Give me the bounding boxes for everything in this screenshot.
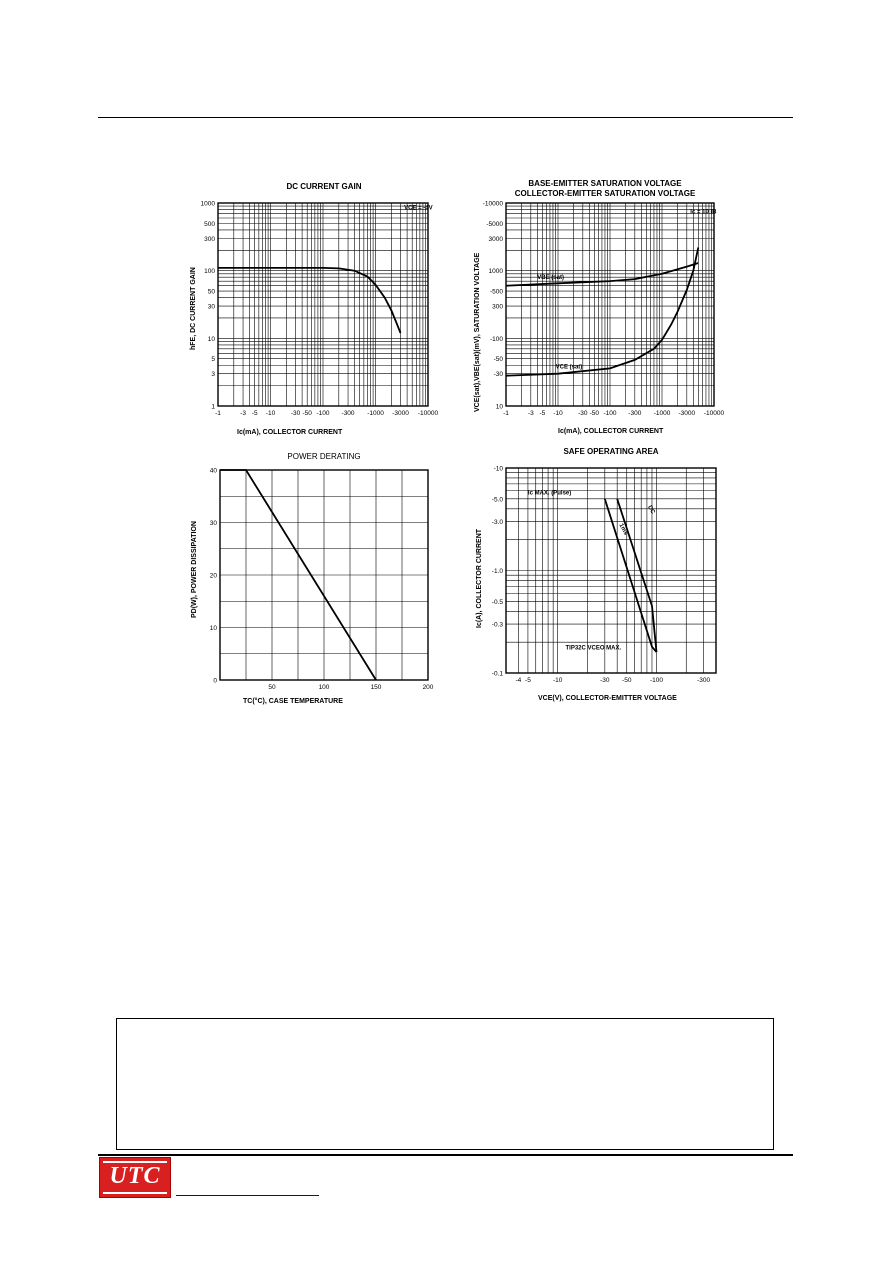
y-tick-label: 40	[209, 467, 217, 475]
y-tick-label: 0	[213, 677, 217, 685]
chart-annotation: DC	[646, 504, 656, 516]
dc-gain-chart	[170, 195, 445, 420]
header-rule	[98, 117, 793, 118]
y-tick-label: 500	[204, 220, 215, 228]
x-tick-label: -10	[552, 677, 563, 684]
x-tick-label: 100	[318, 684, 330, 691]
y-tick-label: -100	[489, 335, 503, 343]
y-tick-label: 30	[209, 520, 217, 527]
x-tick-label: -1	[215, 410, 221, 417]
x-tick-label: -5	[539, 410, 546, 417]
y-tick-label: -500	[489, 288, 503, 296]
x-tick-label: -1000	[653, 410, 671, 417]
x-tick-label: -50	[589, 410, 600, 417]
x-tick-label: -10000	[417, 410, 439, 417]
y-tick-label: -0.5	[491, 598, 503, 606]
x-tick-label: -300	[628, 410, 642, 417]
website-link-underline[interactable]	[176, 1195, 319, 1196]
x-tick-label: 200	[422, 684, 434, 691]
y-tick-label: 1	[211, 403, 215, 411]
x-tick-label: -30	[290, 410, 301, 417]
y-tick-label: -0.1	[491, 670, 503, 678]
y-tick-label: 10	[207, 335, 215, 343]
utc-logo-text: UTC	[109, 1163, 161, 1189]
x-tick-label: -100	[649, 677, 664, 684]
y-tick-label: 30	[207, 303, 215, 311]
y-tick-label: 1000	[488, 268, 503, 276]
y-tick-label: 10	[495, 403, 503, 411]
y-tick-label: -50	[493, 356, 503, 364]
y-tick-label: 300	[492, 303, 503, 311]
saturation-ylabel: VCE(sat),VBE(sat)(mV), SATURATION VOLTAGE	[474, 252, 481, 412]
notice-box	[116, 1018, 774, 1150]
x-tick-label: 50	[268, 684, 276, 691]
x-tick-label: -10000	[703, 410, 725, 417]
power-derating-ylabel: PD(W), POWER DISSIPATION	[191, 521, 198, 618]
chart-annotation: VBE (sat)	[537, 275, 564, 282]
y-tick-label: 5	[211, 356, 215, 364]
x-tick-label: -3000	[678, 410, 696, 417]
x-tick-label: -3	[240, 410, 246, 417]
saturation-title: BASE-EMITTER SATURATION VOLTAGE	[528, 179, 682, 188]
y-tick-label: -3.0	[491, 519, 503, 527]
chart-annotation: Ic = 10 IB	[690, 209, 717, 216]
x-tick-label: -5	[525, 677, 531, 684]
power-derating-title: POWER DERATING	[287, 452, 361, 461]
y-tick-label: -10000	[482, 200, 503, 208]
x-tick-label: -30	[600, 677, 610, 684]
soa-xlabel: VCE(V), COLLECTOR-EMITTER VOLTAGE	[538, 695, 677, 702]
utc-logo	[99, 1157, 171, 1198]
y-tick-label: 50	[207, 288, 215, 296]
x-tick-label: -50	[622, 677, 632, 684]
dc-gain-ylabel: hFE, DC CURRENT GAIN	[190, 267, 197, 350]
y-tick-label: -10	[493, 465, 503, 473]
soa-title: SAFE OPERATING AREA	[563, 447, 659, 456]
x-tick-label: -1000	[367, 410, 384, 417]
y-tick-label: 1000	[200, 200, 215, 208]
chart-annotation: TIP32C VCEO MAX.	[565, 645, 622, 652]
x-tick-label: -3	[527, 410, 534, 417]
x-tick-label: -1	[503, 410, 509, 417]
dc-gain-title: DC CURRENT GAIN	[286, 182, 362, 191]
x-tick-label: -30	[578, 410, 588, 417]
y-tick-label: -5.0	[491, 496, 503, 504]
power-derating-chart	[170, 460, 445, 695]
y-tick-label: -30	[493, 371, 503, 379]
saturation-chart	[452, 195, 732, 430]
x-tick-label: -300	[341, 410, 355, 417]
x-tick-label: -4	[515, 677, 522, 684]
x-tick-label: -10	[553, 410, 563, 417]
soa-ylabel: Ic(A), COLLECTOR CURRENT	[476, 528, 483, 628]
y-tick-label: -0.3	[491, 621, 503, 629]
x-tick-label: -100	[316, 410, 330, 417]
y-tick-label: 10	[209, 625, 217, 632]
power-derating-xlabel: TC(°C), CASE TEMPERATURE	[243, 698, 343, 705]
chart-annotation: VCE = -4V	[404, 205, 433, 212]
saturation-xlabel: Ic(mA), COLLECTOR CURRENT	[558, 428, 664, 435]
x-tick-label: -3000	[392, 410, 409, 417]
dc-gain-xlabel: Ic(mA), COLLECTOR CURRENT	[237, 429, 343, 436]
y-tick-label: -5000	[486, 220, 503, 228]
soa-chart	[452, 460, 732, 690]
y-tick-label: 300	[204, 235, 215, 243]
y-tick-label: -1.0	[491, 568, 503, 575]
y-tick-label: 20	[209, 572, 217, 580]
x-tick-label: -10	[265, 410, 276, 417]
chart-annotation: 1ms	[617, 522, 629, 537]
x-tick-label: -100	[603, 410, 617, 417]
y-tick-label: 100	[204, 268, 215, 276]
y-tick-label: 3	[211, 371, 215, 379]
footer-rule	[98, 1154, 793, 1156]
x-tick-label: -300	[697, 677, 711, 684]
chart-annotation: Ic MAX. (Pulse)	[527, 490, 572, 497]
saturation-subtitle: COLLECTOR-EMITTER SATURATION VOLTAGE	[514, 189, 696, 198]
chart-annotation: VCE (sat)	[555, 364, 583, 371]
y-tick-label: 3000	[488, 235, 503, 243]
x-tick-label: -50	[302, 410, 312, 417]
x-tick-label: -5	[251, 410, 258, 417]
x-tick-label: 150	[370, 684, 382, 691]
